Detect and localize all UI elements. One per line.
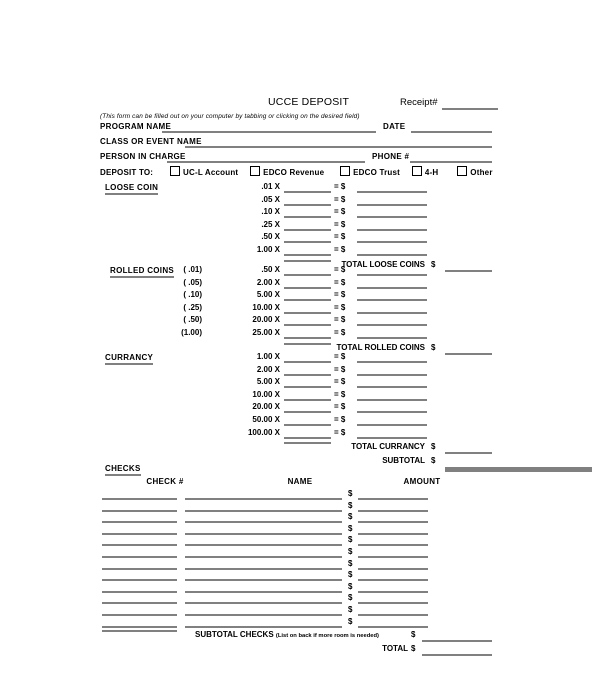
rolled-coins-denomination: ( .25) [183, 302, 202, 312]
date-input[interactable] [411, 131, 492, 133]
equals-dollar-sign: = $ [334, 402, 346, 412]
loose-coin-amount-input[interactable] [357, 254, 427, 256]
check-number-input[interactable] [102, 602, 177, 604]
check-amount-input[interactable] [358, 568, 428, 570]
loose-coin-count-input[interactable] [284, 191, 331, 193]
check-amount-input[interactable] [358, 521, 428, 523]
class-or-event-name-row [100, 135, 492, 150]
check-name-input[interactable] [185, 626, 342, 628]
check-name-input[interactable] [185, 556, 342, 558]
equals-dollar-sign: = $ [334, 207, 346, 217]
loose-coin-row [100, 245, 492, 258]
loose-coin-count-input[interactable] [284, 241, 331, 243]
total-loose-coins-label: TOTAL LOOSE COINS [341, 259, 425, 269]
subtotal-label: SUBTOTAL [382, 456, 425, 466]
check-row [100, 525, 492, 537]
loose-coin-count-input[interactable] [284, 204, 331, 206]
check-row [100, 594, 492, 606]
loose-coin-count-input[interactable] [284, 254, 331, 256]
dollar-sign: $ [348, 546, 353, 556]
loose-coin-count-input[interactable] [284, 229, 331, 231]
currancy-row [100, 402, 492, 415]
check-name-input[interactable] [185, 510, 342, 512]
checkbox-icon[interactable] [250, 166, 260, 176]
currancy-count-input[interactable] [284, 437, 331, 439]
check-name-input[interactable] [185, 579, 342, 581]
check-row [100, 513, 492, 525]
check-row [100, 571, 492, 583]
check-number-input[interactable] [102, 579, 177, 581]
checks-header-name: NAME [287, 477, 313, 486]
equals-dollar-sign: = $ [334, 194, 346, 204]
currancy-label: CURRANCY [105, 353, 153, 365]
checks-column-headers [100, 477, 492, 490]
equals-dollar-sign: = $ [334, 377, 346, 387]
loose-coin-denomination: .25 X [261, 219, 280, 229]
check-amount-input[interactable] [358, 498, 428, 500]
currancy-amount-input[interactable] [357, 374, 427, 376]
rolled-coins-roll-value: 2.00 X [256, 277, 280, 287]
rolled-coins-roll-value: 10.00 X [252, 302, 280, 312]
dollar-sign: $ [348, 535, 353, 545]
rolled-coins-row [100, 303, 492, 316]
rolled-coins-label: ROLLED COINS [110, 266, 174, 278]
loose-coin-row [100, 207, 492, 220]
rolled-coins-count-input[interactable] [284, 312, 331, 314]
check-number-input[interactable] [102, 556, 177, 558]
check-amount-input[interactable] [358, 614, 428, 616]
deposit-to-option-uc-l-account[interactable] [170, 166, 238, 177]
rolled-coins-amount-input[interactable] [357, 337, 427, 339]
currancy-row [100, 377, 492, 390]
dollar-sign: $ [411, 644, 416, 654]
equals-dollar-sign: = $ [334, 414, 346, 424]
currancy-amount-input[interactable] [357, 386, 427, 388]
check-name-input[interactable] [185, 602, 342, 604]
class-or-event-name-input[interactable] [185, 146, 492, 148]
dollar-sign: $ [431, 456, 436, 466]
currancy-row [100, 365, 492, 378]
rolled-coins-denomination: ( .05) [183, 277, 202, 287]
currancy-amount-input[interactable] [357, 437, 427, 439]
currancy-amount-input[interactable] [357, 411, 427, 413]
check-number-input[interactable] [102, 591, 177, 593]
currancy-denomination: 2.00 X [256, 364, 280, 374]
loose-coin-amount-input[interactable] [357, 241, 427, 243]
deposit-to-option-label: Other [470, 168, 493, 177]
rolled-coins-row [100, 265, 492, 278]
currancy-denomination: 1.00 X [256, 352, 280, 361]
person-in-charge-input[interactable] [167, 161, 365, 163]
dollar-sign: $ [348, 489, 353, 498]
deposit-to-option-label: EDCO Trust [353, 168, 401, 177]
checkbox-icon[interactable] [170, 166, 180, 176]
rolled-coins-row [100, 328, 492, 341]
receipt-number-label: Receipt# [400, 97, 438, 108]
rolled-coins-roll-value: 5.00 X [256, 290, 280, 300]
check-number-input[interactable] [102, 498, 177, 500]
check-number-input[interactable] [102, 510, 177, 512]
check-name-input[interactable] [185, 498, 342, 500]
check-row [100, 490, 492, 502]
rolled-coins-count-input[interactable] [284, 337, 331, 339]
check-number-column-underline [102, 630, 177, 632]
check-number-input[interactable] [102, 533, 177, 535]
rolled-coins-denomination: ( .01) [183, 265, 202, 274]
rolled-coins-denomination: ( .10) [183, 290, 202, 300]
grand-total-value[interactable] [422, 654, 492, 656]
currancy-row [100, 428, 492, 441]
equals-dollar-sign: = $ [334, 277, 346, 287]
total-rolled-coins-label: TOTAL ROLLED COINS [336, 342, 425, 352]
currancy-row [100, 390, 492, 403]
currancy-count-input[interactable] [284, 399, 331, 401]
currancy-amount-input[interactable] [357, 424, 427, 426]
check-row [100, 548, 492, 560]
equals-dollar-sign: = $ [334, 182, 346, 191]
check-number-input[interactable] [102, 626, 177, 628]
loose-coin-row [100, 232, 492, 245]
equals-dollar-sign: = $ [334, 427, 346, 437]
checks-header-check-number: CHECK # [146, 477, 184, 486]
currancy-row [100, 352, 492, 365]
phone-number-label: PHONE # [372, 152, 410, 161]
loose-coin-amount-input[interactable] [357, 204, 427, 206]
check-row [100, 502, 492, 514]
rolled-coins-count-input[interactable] [284, 287, 331, 289]
dollar-sign: $ [431, 259, 436, 269]
check-amount-input[interactable] [358, 556, 428, 558]
deposit-to-label: DEPOSIT TO: [100, 168, 154, 177]
currancy-denomination: 50.00 X [252, 414, 280, 424]
check-name-input[interactable] [185, 533, 342, 535]
rolled-coins-amount-input[interactable] [357, 324, 427, 326]
grand-total-row [100, 643, 492, 657]
loose-coin-denomination: .01 X [261, 182, 280, 191]
check-amount-input[interactable] [358, 626, 428, 628]
subtotal-checks-row [100, 629, 492, 643]
check-row [100, 560, 492, 572]
equals-dollar-sign: = $ [334, 315, 346, 325]
currancy-section [100, 351, 492, 464]
check-number-input[interactable] [102, 521, 177, 523]
check-row [100, 606, 492, 618]
rolled-coins-row [100, 278, 492, 291]
dollar-sign: $ [348, 523, 353, 533]
loose-coin-count-input[interactable] [284, 216, 331, 218]
check-name-input[interactable] [185, 568, 342, 570]
rolled-coins-amount-input[interactable] [357, 274, 427, 276]
rolled-coins-roll-value: 20.00 X [252, 315, 280, 325]
form-instructions-note: (This form can be filled out on your computer by tabbing or clicking on the desired field) [100, 113, 360, 120]
dollar-sign: $ [431, 342, 436, 352]
loose-coin-denomination: 1.00 X [256, 244, 280, 254]
rolled-coins-roll-value: .50 X [261, 265, 280, 274]
deposit-to-option-edco-revenue[interactable] [250, 166, 324, 177]
dollar-sign: $ [348, 593, 353, 603]
currancy-denomination: 20.00 X [252, 402, 280, 412]
date-label: DATE [383, 122, 406, 131]
checks-label: CHECKS [105, 464, 141, 476]
currancy-row [100, 415, 492, 428]
deposit-to-option-other[interactable] [457, 166, 492, 177]
equals-dollar-sign: = $ [334, 232, 346, 242]
subtotal-checks-note: (List on back if more room is needed) [275, 633, 379, 640]
dollar-sign: $ [431, 442, 436, 452]
person-in-charge-row [100, 150, 492, 165]
rolled-coins-count-input[interactable] [284, 299, 331, 301]
checkbox-icon[interactable] [457, 166, 467, 176]
deposit-to-option-4-h[interactable] [412, 166, 439, 177]
rolled-coins-count-input[interactable] [284, 324, 331, 326]
equals-dollar-sign: = $ [334, 302, 346, 312]
check-name-input[interactable] [185, 591, 342, 593]
program-name-row [100, 120, 492, 135]
checks-section [100, 464, 492, 654]
currancy-amount-input[interactable] [357, 361, 427, 363]
dollar-sign: $ [348, 604, 353, 614]
check-amount-input[interactable] [358, 602, 428, 604]
rolled-coins-denomination: ( .50) [183, 315, 202, 325]
dollar-sign: $ [348, 500, 353, 510]
title-row [100, 96, 492, 111]
check-number-input[interactable] [102, 614, 177, 616]
check-amount-input[interactable] [358, 579, 428, 581]
dollar-sign: $ [348, 581, 353, 591]
equals-dollar-sign: = $ [334, 290, 346, 300]
currancy-count-input[interactable] [284, 411, 331, 413]
loose-coin-label: LOOSE COIN [105, 183, 158, 195]
deposit-to-option-label: UC-L Account [183, 168, 239, 177]
check-row [100, 536, 492, 548]
equals-dollar-sign: = $ [334, 364, 346, 374]
check-number-input[interactable] [102, 544, 177, 546]
loose-coin-denomination: .10 X [261, 207, 280, 217]
rolled-coins-count-input[interactable] [284, 274, 331, 276]
loose-coin-denomination: .50 X [261, 232, 280, 242]
dollar-sign: $ [348, 512, 353, 522]
dollar-sign: $ [348, 616, 353, 626]
program-name-label: PROGRAM NAME [100, 122, 172, 131]
dollar-sign: $ [348, 570, 353, 580]
subtotal-checks-value[interactable] [422, 640, 492, 642]
check-row [100, 583, 492, 595]
dollar-sign: $ [348, 558, 353, 568]
subtotal-checks-label: SUBTOTAL CHECKS [195, 630, 274, 640]
checks-header-amount: AMOUNT [403, 477, 441, 486]
rolled-coins-row [100, 315, 492, 328]
deposit-to-option-edco-trust[interactable] [340, 166, 400, 177]
form-body [100, 96, 493, 654]
loose-coin-section [100, 181, 492, 269]
dollar-sign: $ [411, 630, 416, 640]
equals-dollar-sign: = $ [334, 327, 346, 337]
currancy-amount-input[interactable] [357, 399, 427, 401]
rolled-coins-amount-input[interactable] [357, 299, 427, 301]
check-name-input[interactable] [185, 614, 342, 616]
check-row [100, 618, 492, 630]
program-name-input[interactable] [162, 131, 376, 133]
page-title: UCCE DEPOSIT [268, 96, 350, 108]
check-amount-input[interactable] [358, 591, 428, 593]
equals-dollar-sign: = $ [334, 244, 346, 254]
phone-number-input[interactable] [410, 161, 492, 163]
rolled-coins-amount-input[interactable] [357, 287, 427, 289]
checkbox-icon[interactable] [412, 166, 422, 176]
grand-total-label: TOTAL [382, 644, 408, 654]
rolled-coins-section [100, 265, 492, 351]
total-currancy-row [100, 440, 492, 453]
receipt-number-field[interactable] [442, 108, 498, 110]
deposit-to-option-label: 4-H [424, 168, 439, 177]
loose-coin-row [100, 195, 492, 208]
currancy-count-input[interactable] [284, 374, 331, 376]
rolled-coins-denomination: (1.00) [181, 327, 202, 337]
equals-dollar-sign: = $ [334, 389, 346, 399]
check-amount-input[interactable] [358, 544, 428, 546]
loose-coin-denomination: .05 X [261, 194, 280, 204]
currancy-denomination: 10.00 X [252, 389, 280, 399]
loose-coin-amount-input[interactable] [357, 191, 427, 193]
equals-dollar-sign: = $ [334, 219, 346, 229]
loose-coin-amount-input[interactable] [357, 229, 427, 231]
deposit-to-option-label: EDCO Revenue [263, 168, 325, 177]
total-currancy-label: TOTAL CURRANCY [351, 442, 425, 452]
check-name-input[interactable] [185, 521, 342, 523]
rolled-coins-roll-value: 25.00 X [252, 327, 280, 337]
loose-coin-row [100, 220, 492, 233]
equals-dollar-sign: = $ [334, 265, 346, 274]
check-number-input[interactable] [102, 568, 177, 570]
currancy-denomination: 5.00 X [256, 377, 280, 387]
check-name-input[interactable] [185, 544, 342, 546]
class-or-event-name-label: CLASS OR EVENT NAME [100, 137, 202, 146]
checkbox-icon[interactable] [340, 166, 350, 176]
deposit-to-row [100, 165, 492, 181]
equals-dollar-sign: = $ [334, 352, 346, 361]
currancy-denomination: 100.00 X [247, 427, 280, 437]
loose-coin-row [100, 182, 492, 195]
rolled-coins-amount-input[interactable] [357, 312, 427, 314]
rolled-coins-row [100, 290, 492, 303]
currancy-count-input[interactable] [284, 386, 331, 388]
person-in-charge-label: PERSON IN CHARGE [100, 152, 186, 161]
check-amount-input[interactable] [358, 533, 428, 535]
loose-coin-amount-input[interactable] [357, 216, 427, 218]
currancy-count-input[interactable] [284, 361, 331, 363]
check-amount-input[interactable] [358, 510, 428, 512]
currancy-count-input[interactable] [284, 424, 331, 426]
